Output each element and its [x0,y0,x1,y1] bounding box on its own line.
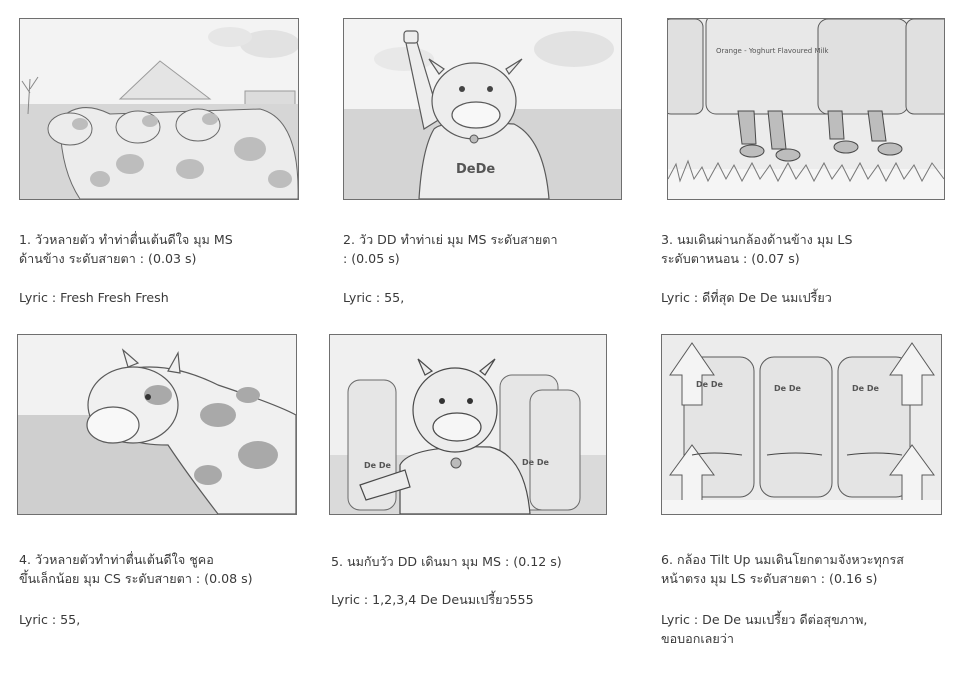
caption-line: ขึ้นเล็กน้อย มุม CS ระดับสายตา : (0.08 s) [19,571,253,586]
panel-1-lyric [19,288,169,307]
bottle-label: Orange - Yoghurt Flavoured Milk [716,47,829,55]
lyric-line: Lyric : Fresh Fresh Fresh [19,290,169,305]
sketch-mascot-with-bottles [330,335,606,514]
bottle-label: De De [364,461,391,470]
lyric-line: Lyric : ดีที่สุด De De นมเปรี้ยว [661,290,832,305]
lyric-line: ขอบอกเลยว่า [661,631,734,646]
lyric-line: Lyric : 55, [343,290,405,305]
caption-line: 4. วัวหลายตัวทำท่าตื่นเต้นดีใจ ชูคอ [19,552,214,567]
panel-6-caption [661,550,904,588]
panel-4-caption [19,550,253,588]
sketch-bottles-walking [668,19,944,199]
panel-4-lyric [19,610,80,629]
bottle-label: De De [774,384,801,393]
bottle-label: De De [696,380,723,389]
lyric-line: Lyric : De De นมเปรี้ยว ดีต่อสุขภาพ, [661,612,868,627]
storyboard-frame-4 [17,334,297,515]
bottle-label: De De [522,458,549,467]
storyboard-frame-3 [667,18,945,200]
lyric-line: Lyric : 1,2,3,4 De Deนมเปรี้ยว555 [331,592,534,607]
panel-2-caption [343,230,558,268]
storyboard-frame-1 [19,18,299,200]
caption-line: 2. วัว DD ทำท่าเย่ มุม MS ระดับสายตา [343,232,558,247]
sketch-cows-side [20,19,298,199]
lyric-line: Lyric : 55, [19,612,81,627]
caption-line: 3. นมเดินผ่านกล้องด้านข้าง มุม LS [661,232,853,247]
sketch-tilt-up-bottles [662,335,941,514]
caption-line: 6. กล้อง Tilt Up นมเดินโยกตามจังหวะทุกรส [661,552,904,567]
caption-line: : (0.05 s) [343,251,400,266]
sketch-cow-closeup [18,335,296,514]
caption-line: 1. วัวหลายตัว ทำท่าตื่นเต้นดีใจ มุม MS [19,232,233,247]
panel-3-lyric [661,288,832,307]
caption-line: 5. นมกับวัว DD เดินมา มุม MS : (0.12 s) [331,554,562,569]
caption-line: ระดับตาหนอน : (0.07 s) [661,251,800,266]
panel-2-lyric [343,288,404,307]
sketch-mascot-cheering [344,19,621,199]
bottle-label: De De [852,384,879,393]
panel-3-caption [661,230,852,268]
storyboard-frame-2 [343,18,622,200]
mascot-shirt-label: DeDe [456,162,496,177]
panel-5-caption [331,552,562,571]
panel-6-lyric [661,610,867,648]
caption-line: ด้านข้าง ระดับสายตา : (0.03 s) [19,251,197,266]
panel-5-lyric [331,590,534,609]
storyboard-frame-6 [661,334,942,515]
storyboard-frame-5 [329,334,607,515]
panel-1-caption [19,230,233,268]
caption-line: หน้าตรง มุม LS ระดับสายตา : (0.16 s) [661,571,878,586]
